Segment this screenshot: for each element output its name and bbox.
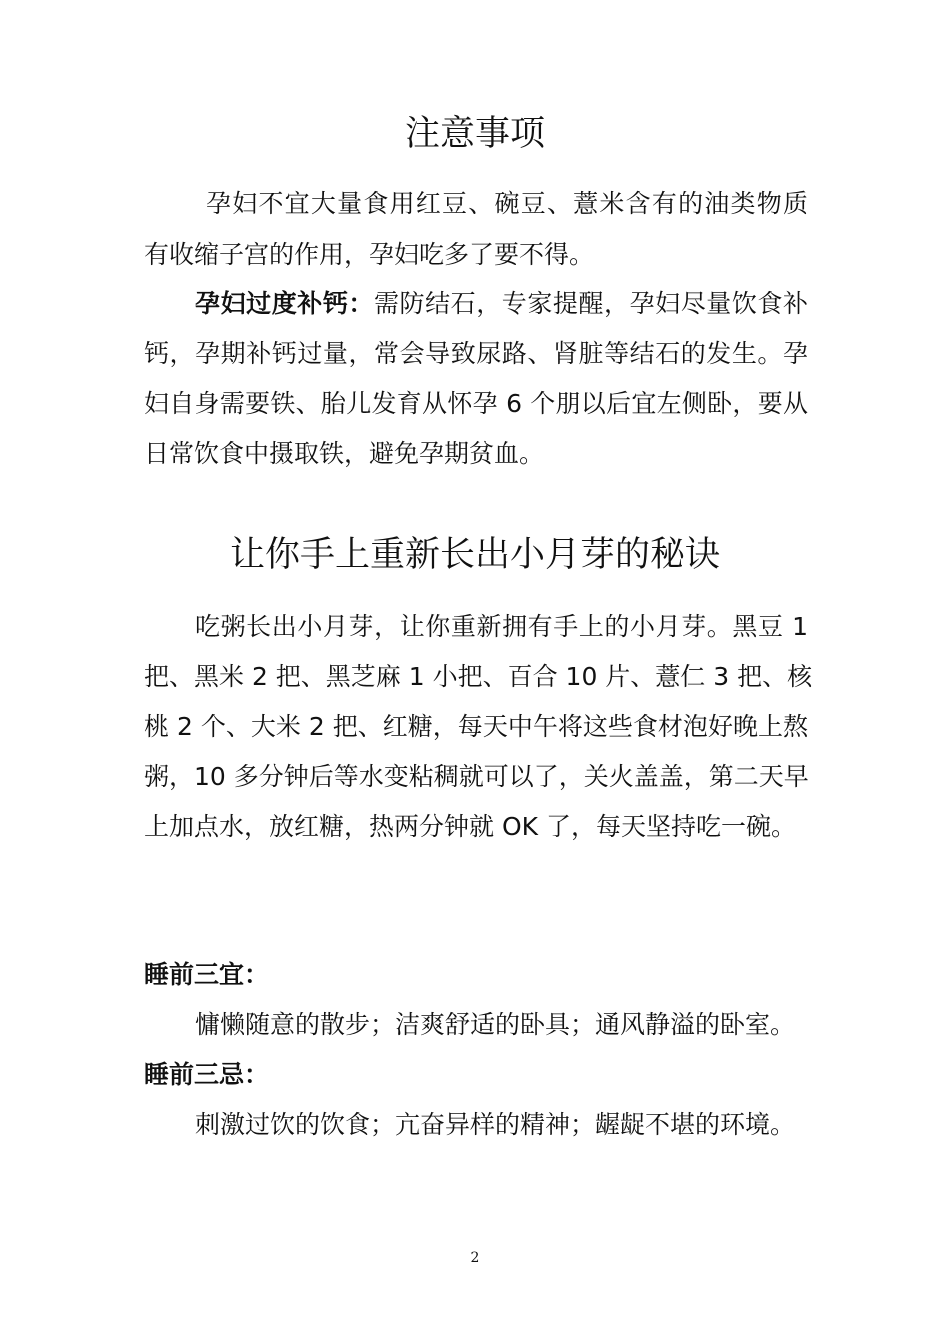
paragraph-line: 日常饮食中摄取铁，避免孕期贫血。 <box>144 439 545 468</box>
paragraph-text: 需防结石，专家提醒，孕妇尽量饮食补 <box>373 289 808 318</box>
paragraph-line: 上加点水，放红糖，热两分钟就 OK 了，每天坚持吃一碗。 <box>144 812 796 841</box>
paragraph-line: 粥，10 多分钟后等水变粘稠就可以了，关火盖盖，第二天早 <box>144 762 809 791</box>
paragraph-line: 慵懒随意的散步；洁爽舒适的卧具；通风静溢的卧室。 <box>195 1010 796 1039</box>
page-number: 2 <box>470 1250 480 1266</box>
paragraph-line <box>195 287 808 321</box>
section-title-nail-moons: 让你手上重新长出小月芽的秘诀 <box>229 535 720 575</box>
section-title-precautions: 注意事项 <box>404 114 545 154</box>
paragraph-line: 桃 2 个、大米 2 把、红糖，每天中午将这些食材泡好晚上熬 <box>144 712 808 741</box>
paragraph-line: 吃粥长出小月芽，让你重新拥有手上的小月芽。黑豆 1 <box>195 612 808 641</box>
paragraph-line: 刺激过饮的饮食；亢奋异样的精神；龌龊不堪的环境。 <box>195 1110 796 1139</box>
bold-lead-calcium: 孕妇过度补钙： <box>195 289 374 318</box>
heading-bedtime-donts: 睡前三忌： <box>144 1060 270 1089</box>
paragraph-line: 把、黑米 2 把、黑芝麻 1 小把、百合 10 片、薏仁 3 把、核 <box>144 662 813 691</box>
heading-bedtime-dos: 睡前三宜： <box>144 960 270 989</box>
paragraph-line: 孕妇不宜大量食用红豆、碗豆、薏米含有的油类物质 <box>206 189 808 218</box>
paragraph-line: 钙，孕期补钙过量，常会导致尿路、肾脏等结石的发生。孕 <box>144 339 808 368</box>
paragraph-line: 妇自身需要铁、胎儿发育从怀孕 6 个朋以后宜左侧卧，要从 <box>144 389 808 418</box>
paragraph-line: 有收缩子宫的作用，孕妇吃多了要不得。 <box>144 240 595 269</box>
